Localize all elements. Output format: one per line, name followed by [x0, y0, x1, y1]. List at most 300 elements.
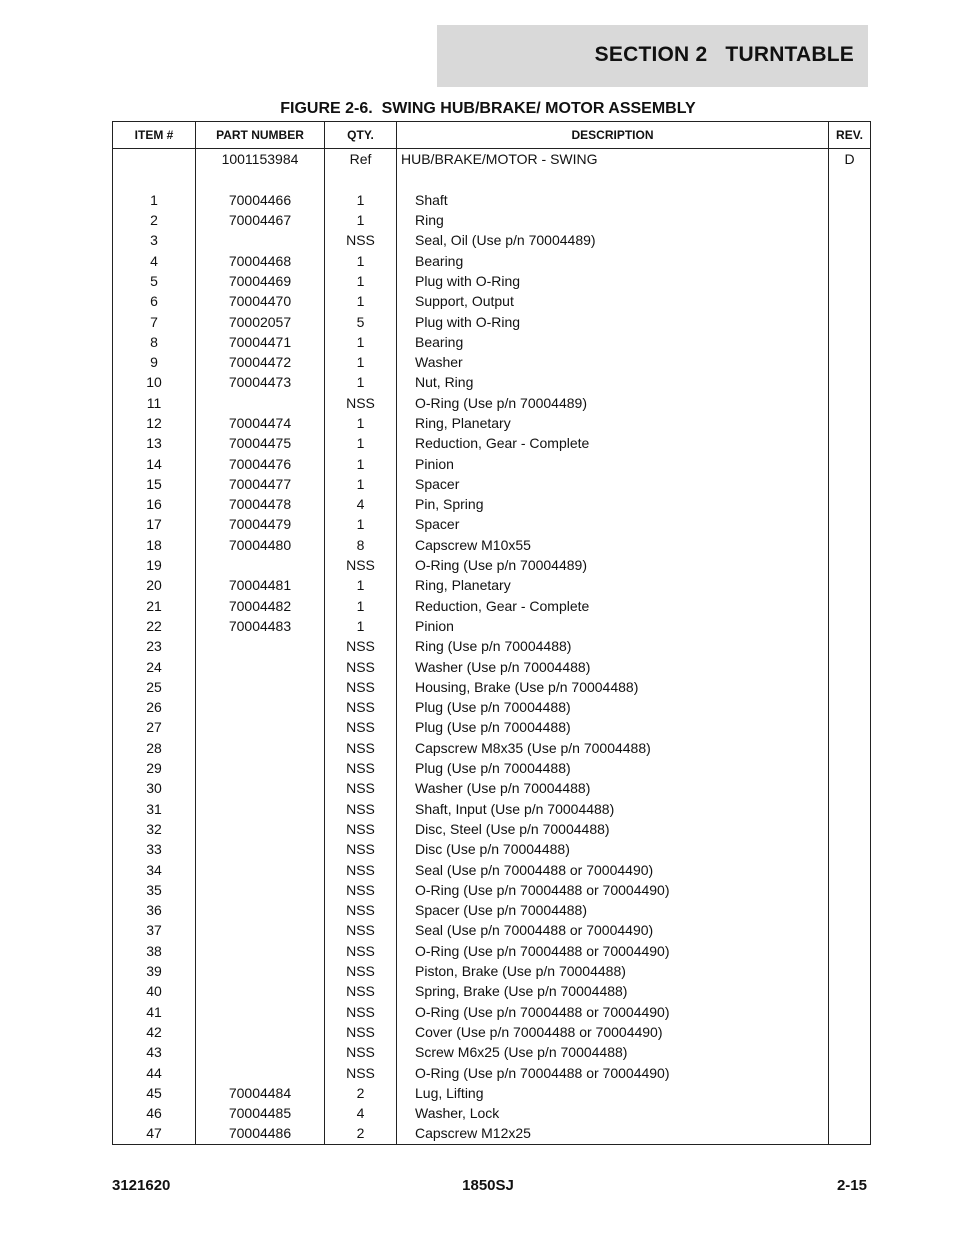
rev-cell — [829, 1123, 871, 1144]
footer-document-number: 3121620 — [112, 1177, 171, 1194]
item-cell: 13 — [113, 433, 196, 453]
rev-cell — [829, 941, 871, 961]
rev-cell — [829, 352, 871, 372]
item-cell: 17 — [113, 514, 196, 534]
footer-model: 1850SJ — [462, 1177, 514, 1194]
column-header-part-number: PART NUMBER — [196, 122, 325, 149]
rev-cell — [829, 778, 871, 798]
item-cell: 10 — [113, 372, 196, 392]
description-cell: Disc, Steel (Use p/n 70004488) — [397, 819, 829, 839]
description-cell: Ring, Planetary — [397, 413, 829, 433]
rev-cell — [829, 1083, 871, 1103]
item-cell: 11 — [113, 393, 196, 413]
description-cell: O-Ring (Use p/n 70004488 or 70004490) — [397, 880, 829, 900]
table-row — [113, 413, 871, 433]
rev-cell — [829, 717, 871, 737]
qty-cell: NSS — [325, 1062, 397, 1082]
rev-cell — [829, 1001, 871, 1021]
table-row — [113, 778, 871, 798]
table-row — [113, 920, 871, 940]
part-number-cell: 70002057 — [196, 311, 325, 331]
rev-cell: D — [829, 149, 871, 170]
item-cell: 42 — [113, 1022, 196, 1042]
part-number-cell: 70004474 — [196, 413, 325, 433]
item-cell: 36 — [113, 900, 196, 920]
qty-cell: NSS — [325, 819, 397, 839]
footer-page-number: 2-15 — [836, 1177, 867, 1194]
item-cell: 14 — [113, 453, 196, 473]
description-cell: Nut, Ring — [397, 372, 829, 392]
item-cell: 20 — [113, 575, 196, 595]
column-header-description: DESCRIPTION — [397, 122, 829, 149]
description-cell: Ring — [397, 210, 829, 230]
item-cell: 23 — [113, 636, 196, 656]
rev-cell — [829, 453, 871, 473]
item-cell: 8 — [113, 332, 196, 352]
rev-cell — [829, 900, 871, 920]
rev-cell — [829, 535, 871, 555]
item-cell: 2 — [113, 210, 196, 230]
table-row — [113, 494, 871, 514]
description-cell: Piston, Brake (Use p/n 70004488) — [397, 961, 829, 981]
item-cell: 1 — [113, 190, 196, 210]
qty-cell: 1 — [325, 413, 397, 433]
part-number-cell — [196, 900, 325, 920]
table-row — [113, 636, 871, 656]
qty-cell: NSS — [325, 941, 397, 961]
item-cell: 34 — [113, 859, 196, 879]
description-cell: Spacer — [397, 474, 829, 494]
item-cell: 9 — [113, 352, 196, 372]
qty-cell: 2 — [325, 1123, 397, 1144]
part-number-cell — [196, 677, 325, 697]
figure-title: FIGURE 2-6. SWING HUB/BRAKE/ MOTOR ASSEMBLY — [280, 100, 696, 117]
item-cell: 40 — [113, 981, 196, 1001]
qty-cell: NSS — [325, 393, 397, 413]
qty-cell: NSS — [325, 738, 397, 758]
description-cell: Pin, Spring — [397, 494, 829, 514]
description-cell: Shaft, Input (Use p/n 70004488) — [397, 799, 829, 819]
part-number-cell — [196, 1042, 325, 1062]
qty-cell: NSS — [325, 859, 397, 879]
qty-cell: 1 — [325, 616, 397, 636]
rev-cell — [829, 636, 871, 656]
description-cell: O-Ring (Use p/n 70004488 or 70004490) — [397, 941, 829, 961]
description-cell: Bearing — [397, 332, 829, 352]
description-cell: Lug, Lifting — [397, 1083, 829, 1103]
table-row — [113, 1042, 871, 1062]
parts-table — [112, 121, 871, 1145]
description-cell: Ring (Use p/n 70004488) — [397, 636, 829, 656]
qty-cell: 8 — [325, 535, 397, 555]
table-row — [113, 1022, 871, 1042]
qty-cell: NSS — [325, 1001, 397, 1021]
description-cell: Spring, Brake (Use p/n 70004488) — [397, 981, 829, 1001]
assembly-row — [113, 149, 871, 170]
description-cell: Cover (Use p/n 70004488 or 70004490) — [397, 1022, 829, 1042]
rev-cell — [829, 697, 871, 717]
table-row — [113, 819, 871, 839]
table-row — [113, 230, 871, 250]
table-row — [113, 311, 871, 331]
qty-cell: NSS — [325, 839, 397, 859]
part-number-cell — [196, 920, 325, 940]
part-number-cell: 70004473 — [196, 372, 325, 392]
table-row — [113, 596, 871, 616]
description-cell: Plug (Use p/n 70004488) — [397, 717, 829, 737]
item-cell: 5 — [113, 271, 196, 291]
qty-cell: 4 — [325, 494, 397, 514]
rev-cell — [829, 372, 871, 392]
part-number-cell — [196, 1062, 325, 1082]
item-cell: 27 — [113, 717, 196, 737]
table-row — [113, 758, 871, 778]
qty-cell: 1 — [325, 250, 397, 270]
description-cell: Plug (Use p/n 70004488) — [397, 758, 829, 778]
rev-cell — [829, 656, 871, 676]
description-cell: Shaft — [397, 190, 829, 210]
part-number-cell — [196, 393, 325, 413]
part-number-cell: 70004485 — [196, 1103, 325, 1123]
item-cell: 28 — [113, 738, 196, 758]
item-cell: 24 — [113, 656, 196, 676]
description-cell: Ring, Planetary — [397, 575, 829, 595]
description-cell: Pinion — [397, 616, 829, 636]
table-row — [113, 393, 871, 413]
description-cell: Plug with O-Ring — [397, 271, 829, 291]
description-cell: HUB/BRAKE/MOTOR - SWING — [397, 149, 829, 170]
part-number-cell: 70004479 — [196, 514, 325, 534]
column-header-qty: QTY. — [325, 122, 397, 149]
part-number-cell: 70004486 — [196, 1123, 325, 1144]
description-cell: O-Ring (Use p/n 70004488 or 70004490) — [397, 1001, 829, 1021]
part-number-cell — [196, 555, 325, 575]
rev-cell — [829, 210, 871, 230]
description-cell: Support, Output — [397, 291, 829, 311]
rev-cell — [829, 433, 871, 453]
item-cell: 26 — [113, 697, 196, 717]
item-cell: 47 — [113, 1123, 196, 1144]
table-row — [113, 900, 871, 920]
description-cell: Capscrew M10x55 — [397, 535, 829, 555]
rev-cell — [829, 961, 871, 981]
item-cell: 7 — [113, 311, 196, 331]
description-cell: Capscrew M8x35 (Use p/n 70004488) — [397, 738, 829, 758]
part-number-cell — [196, 1022, 325, 1042]
part-number-cell — [196, 981, 325, 1001]
item-cell: 44 — [113, 1062, 196, 1082]
rev-cell — [829, 311, 871, 331]
item-cell: 37 — [113, 920, 196, 940]
rev-cell — [829, 839, 871, 859]
qty-cell: 4 — [325, 1103, 397, 1123]
part-number-cell: 70004471 — [196, 332, 325, 352]
rev-cell — [829, 596, 871, 616]
qty-cell: NSS — [325, 656, 397, 676]
part-number-cell — [196, 839, 325, 859]
table-row — [113, 1123, 871, 1144]
qty-cell: 1 — [325, 372, 397, 392]
spacer-row — [113, 169, 871, 189]
part-number-cell: 1001153984 — [196, 149, 325, 170]
item-cell: 12 — [113, 413, 196, 433]
table-row — [113, 332, 871, 352]
qty-cell: 1 — [325, 596, 397, 616]
qty-cell: NSS — [325, 920, 397, 940]
qty-cell: NSS — [325, 636, 397, 656]
qty-cell: 1 — [325, 271, 397, 291]
table-row — [113, 1062, 871, 1082]
rev-cell — [829, 799, 871, 819]
table-row — [113, 1001, 871, 1021]
part-number-cell — [196, 799, 325, 819]
part-number-cell — [196, 778, 325, 798]
table-row — [113, 474, 871, 494]
rev-cell — [829, 981, 871, 1001]
description-cell: Spacer — [397, 514, 829, 534]
qty-cell: 2 — [325, 1083, 397, 1103]
rev-cell — [829, 230, 871, 250]
rev-cell — [829, 413, 871, 433]
table-row — [113, 799, 871, 819]
rev-cell — [829, 1103, 871, 1123]
description-cell: Housing, Brake (Use p/n 70004488) — [397, 677, 829, 697]
table-row — [113, 514, 871, 534]
part-number-cell — [196, 1001, 325, 1021]
table-header-row — [113, 122, 871, 149]
description-cell: Spacer (Use p/n 70004488) — [397, 900, 829, 920]
qty-cell: NSS — [325, 1022, 397, 1042]
item-cell: 39 — [113, 961, 196, 981]
item-cell: 30 — [113, 778, 196, 798]
table-row — [113, 250, 871, 270]
qty-cell: 5 — [325, 311, 397, 331]
qty-cell: 1 — [325, 575, 397, 595]
column-header-item: ITEM # — [113, 122, 196, 149]
table-row — [113, 1083, 871, 1103]
qty-cell: NSS — [325, 555, 397, 575]
rev-cell — [829, 291, 871, 311]
part-number-cell: 70004478 — [196, 494, 325, 514]
item-cell: 16 — [113, 494, 196, 514]
item-cell: 18 — [113, 535, 196, 555]
rev-cell — [829, 555, 871, 575]
part-number-cell — [196, 758, 325, 778]
description-cell: Washer (Use p/n 70004488) — [397, 656, 829, 676]
table-row — [113, 941, 871, 961]
qty-cell: NSS — [325, 697, 397, 717]
part-number-cell: 70004480 — [196, 535, 325, 555]
rev-cell — [829, 393, 871, 413]
table-row — [113, 616, 871, 636]
part-number-cell: 70004466 — [196, 190, 325, 210]
item-cell: 46 — [113, 1103, 196, 1123]
description-cell: Seal (Use p/n 70004488 or 70004490) — [397, 920, 829, 940]
part-number-cell: 70004484 — [196, 1083, 325, 1103]
rev-cell — [829, 616, 871, 636]
qty-cell: NSS — [325, 880, 397, 900]
qty-cell: 1 — [325, 352, 397, 372]
table-row — [113, 880, 871, 900]
table-row — [113, 271, 871, 291]
rev-cell — [829, 1062, 871, 1082]
description-cell: Reduction, Gear - Complete — [397, 596, 829, 616]
description-cell: O-Ring (Use p/n 70004488 or 70004490) — [397, 1062, 829, 1082]
table-row — [113, 291, 871, 311]
rev-cell — [829, 1042, 871, 1062]
table-row — [113, 677, 871, 697]
part-number-cell: 70004468 — [196, 250, 325, 270]
part-number-cell: 70004481 — [196, 575, 325, 595]
qty-cell: 1 — [325, 190, 397, 210]
item-cell: 41 — [113, 1001, 196, 1021]
rev-cell — [829, 920, 871, 940]
part-number-cell — [196, 230, 325, 250]
table-row — [113, 738, 871, 758]
part-number-cell — [196, 880, 325, 900]
rev-cell — [829, 880, 871, 900]
qty-cell: NSS — [325, 230, 397, 250]
item-cell: 35 — [113, 880, 196, 900]
qty-cell: 1 — [325, 291, 397, 311]
part-number-cell: 70004470 — [196, 291, 325, 311]
column-header-rev: REV. — [829, 122, 871, 149]
part-number-cell: 70004483 — [196, 616, 325, 636]
rev-cell — [829, 738, 871, 758]
description-cell: Seal (Use p/n 70004488 or 70004490) — [397, 859, 829, 879]
rev-cell — [829, 190, 871, 210]
part-number-cell — [196, 859, 325, 879]
part-number-cell — [196, 636, 325, 656]
section-title: SECTION 2 TURNTABLE — [594, 43, 854, 66]
part-number-cell: 70004476 — [196, 453, 325, 473]
table-row — [113, 981, 871, 1001]
description-cell: Washer (Use p/n 70004488) — [397, 778, 829, 798]
item-cell: 25 — [113, 677, 196, 697]
part-number-cell: 70004469 — [196, 271, 325, 291]
table-row — [113, 697, 871, 717]
description-cell: Screw M6x25 (Use p/n 70004488) — [397, 1042, 829, 1062]
item-cell: 33 — [113, 839, 196, 859]
qty-cell: NSS — [325, 1042, 397, 1062]
item-cell: 32 — [113, 819, 196, 839]
section-header — [437, 25, 868, 87]
table-row — [113, 352, 871, 372]
qty-cell: NSS — [325, 778, 397, 798]
rev-cell — [829, 1022, 871, 1042]
table-row — [113, 190, 871, 210]
part-number-cell — [196, 717, 325, 737]
item-cell: 19 — [113, 555, 196, 575]
qty-cell: 1 — [325, 332, 397, 352]
part-number-cell — [196, 656, 325, 676]
part-number-cell: 70004475 — [196, 433, 325, 453]
item-cell: 29 — [113, 758, 196, 778]
qty-cell: 1 — [325, 514, 397, 534]
rev-cell — [829, 859, 871, 879]
description-cell: Seal, Oil (Use p/n 70004489) — [397, 230, 829, 250]
rev-cell — [829, 494, 871, 514]
part-number-cell: 70004472 — [196, 352, 325, 372]
qty-cell: 1 — [325, 210, 397, 230]
item-cell: 21 — [113, 596, 196, 616]
description-cell: O-Ring (Use p/n 70004489) — [397, 393, 829, 413]
description-cell: Bearing — [397, 250, 829, 270]
part-number-cell: 70004467 — [196, 210, 325, 230]
qty-cell: NSS — [325, 981, 397, 1001]
part-number-cell — [196, 961, 325, 981]
description-cell: Reduction, Gear - Complete — [397, 433, 829, 453]
rev-cell — [829, 758, 871, 778]
item-cell: 43 — [113, 1042, 196, 1062]
table-row — [113, 575, 871, 595]
description-cell: Plug (Use p/n 70004488) — [397, 697, 829, 717]
qty-cell: NSS — [325, 799, 397, 819]
rev-cell — [829, 575, 871, 595]
description-cell: Capscrew M12x25 — [397, 1123, 829, 1144]
qty-cell: 1 — [325, 453, 397, 473]
table-row — [113, 453, 871, 473]
item-cell: 38 — [113, 941, 196, 961]
rev-cell — [829, 271, 871, 291]
table-row — [113, 372, 871, 392]
table-row — [113, 717, 871, 737]
qty-cell: NSS — [325, 758, 397, 778]
part-number-cell — [196, 697, 325, 717]
part-number-cell — [196, 819, 325, 839]
description-cell: O-Ring (Use p/n 70004489) — [397, 555, 829, 575]
table-row — [113, 555, 871, 575]
description-cell: Washer — [397, 352, 829, 372]
item-cell — [113, 149, 196, 170]
qty-cell: NSS — [325, 717, 397, 737]
qty-cell: 1 — [325, 474, 397, 494]
part-number-cell: 70004477 — [196, 474, 325, 494]
part-number-cell: 70004482 — [196, 596, 325, 616]
table-row — [113, 839, 871, 859]
rev-cell — [829, 474, 871, 494]
qty-cell: 1 — [325, 433, 397, 453]
rev-cell — [829, 250, 871, 270]
rev-cell — [829, 514, 871, 534]
qty-cell: NSS — [325, 677, 397, 697]
part-number-cell — [196, 941, 325, 961]
table-row — [113, 210, 871, 230]
description-cell: Pinion — [397, 453, 829, 473]
rev-cell — [829, 677, 871, 697]
rev-cell — [829, 332, 871, 352]
table-row — [113, 1103, 871, 1123]
qty-cell: Ref — [325, 149, 397, 170]
table-row — [113, 535, 871, 555]
description-cell: Disc (Use p/n 70004488) — [397, 839, 829, 859]
table-row — [113, 859, 871, 879]
description-cell: Plug with O-Ring — [397, 311, 829, 331]
table-row — [113, 961, 871, 981]
item-cell: 4 — [113, 250, 196, 270]
part-number-cell — [196, 738, 325, 758]
item-cell: 15 — [113, 474, 196, 494]
table-row — [113, 656, 871, 676]
description-cell: Washer, Lock — [397, 1103, 829, 1123]
qty-cell: NSS — [325, 900, 397, 920]
item-cell: 3 — [113, 230, 196, 250]
item-cell: 22 — [113, 616, 196, 636]
table-row — [113, 433, 871, 453]
qty-cell: NSS — [325, 961, 397, 981]
item-cell: 45 — [113, 1083, 196, 1103]
item-cell: 6 — [113, 291, 196, 311]
